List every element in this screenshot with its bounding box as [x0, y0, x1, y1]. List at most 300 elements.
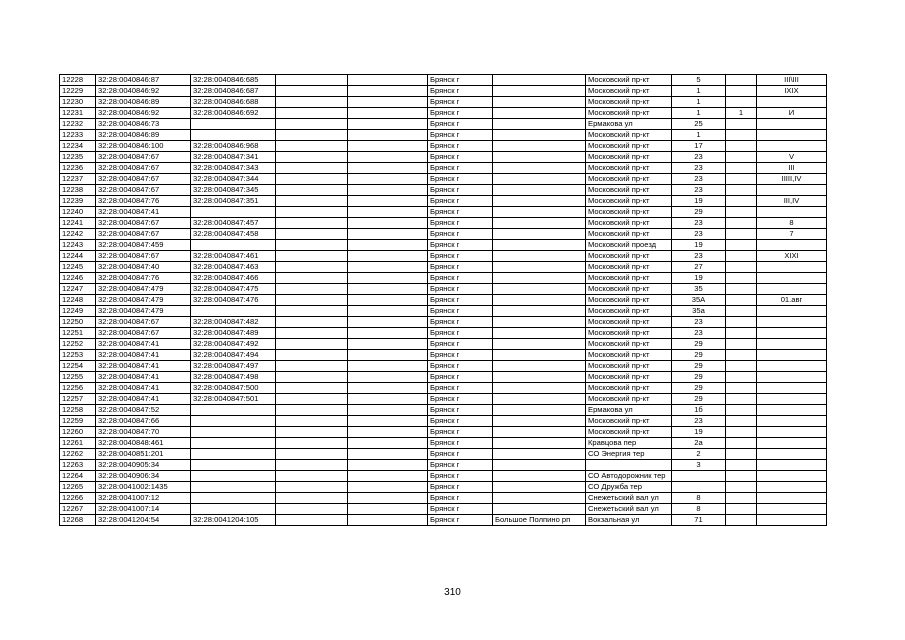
- city-cell: Брянск г: [428, 339, 493, 350]
- blank-cell: [276, 438, 348, 449]
- row-number: 12234: [60, 141, 96, 152]
- house-number-cell: 23: [672, 174, 726, 185]
- house-number-cell: 8: [672, 493, 726, 504]
- street-cell: Московский пр-кт: [586, 416, 672, 427]
- cadastral-number: 32:28:0040847:41: [96, 372, 191, 383]
- street-cell: [586, 460, 672, 471]
- corpus-cell: [726, 372, 757, 383]
- premises-cell: [757, 328, 827, 339]
- row-number: 12239: [60, 196, 96, 207]
- corpus-cell: [726, 427, 757, 438]
- house-number-cell: 23: [672, 416, 726, 427]
- settlement-cell: [493, 251, 586, 262]
- register-table: [59, 74, 827, 526]
- object-cadastral-number: [191, 482, 276, 493]
- row-number: 12237: [60, 174, 96, 185]
- table-row: [60, 405, 827, 416]
- blank-cell: [348, 152, 428, 163]
- blank-cell: [348, 350, 428, 361]
- blank-cell: [348, 394, 428, 405]
- corpus-cell: [726, 383, 757, 394]
- premises-cell: [757, 306, 827, 317]
- street-cell: Снежетьский вал ул: [586, 504, 672, 515]
- street-cell: Московский пр-кт: [586, 262, 672, 273]
- table-row: [60, 75, 827, 86]
- cadastral-number: 32:28:0040847:41: [96, 207, 191, 218]
- house-number-cell: 23: [672, 185, 726, 196]
- street-cell: Московский пр-кт: [586, 163, 672, 174]
- house-number-cell: 19: [672, 196, 726, 207]
- premises-cell: [757, 97, 827, 108]
- object-cadastral-number: [191, 416, 276, 427]
- corpus-cell: [726, 97, 757, 108]
- settlement-cell: [493, 262, 586, 273]
- street-cell: Московский пр-кт: [586, 328, 672, 339]
- row-number: 12265: [60, 482, 96, 493]
- city-cell: Брянск г: [428, 295, 493, 306]
- cadastral-number: 32:28:0041007:14: [96, 504, 191, 515]
- street-cell: СО Энергия тер: [586, 449, 672, 460]
- settlement-cell: [493, 339, 586, 350]
- street-cell: Московский пр-кт: [586, 218, 672, 229]
- table-row: [60, 372, 827, 383]
- blank-cell: [348, 493, 428, 504]
- city-cell: Брянск г: [428, 86, 493, 97]
- row-number: 12236: [60, 163, 96, 174]
- table-row: [60, 130, 827, 141]
- cadastral-number: 32:28:0040847:40: [96, 262, 191, 273]
- row-number: 12244: [60, 251, 96, 262]
- street-cell: СО Автодорожник тер: [586, 471, 672, 482]
- row-number: 12255: [60, 372, 96, 383]
- blank-cell: [276, 460, 348, 471]
- table-row: [60, 163, 827, 174]
- blank-cell: [348, 383, 428, 394]
- table-row: [60, 361, 827, 372]
- corpus-cell: [726, 130, 757, 141]
- premises-cell: [757, 262, 827, 273]
- table-row: [60, 218, 827, 229]
- table-row: [60, 416, 827, 427]
- blank-cell: [348, 339, 428, 350]
- settlement-cell: [493, 350, 586, 361]
- table-row: [60, 482, 827, 493]
- premises-cell: [757, 449, 827, 460]
- blank-cell: [276, 394, 348, 405]
- corpus-cell: [726, 75, 757, 86]
- city-cell: Брянск г: [428, 449, 493, 460]
- city-cell: Брянск г: [428, 504, 493, 515]
- blank-cell: [276, 262, 348, 273]
- cadastral-number: 32:28:0041007:12: [96, 493, 191, 504]
- table-row: [60, 350, 827, 361]
- city-cell: Брянск г: [428, 141, 493, 152]
- blank-cell: [348, 449, 428, 460]
- street-cell: Московский пр-кт: [586, 350, 672, 361]
- settlement-cell: [493, 218, 586, 229]
- premises-cell: [757, 273, 827, 284]
- table-row: [60, 504, 827, 515]
- corpus-cell: [726, 152, 757, 163]
- row-number: 12235: [60, 152, 96, 163]
- row-number: 12258: [60, 405, 96, 416]
- blank-cell: [348, 306, 428, 317]
- object-cadastral-number: 32:28:0040847:492: [191, 339, 276, 350]
- corpus-cell: [726, 174, 757, 185]
- premises-cell: [757, 361, 827, 372]
- corpus-cell: [726, 416, 757, 427]
- cadastral-number: 32:28:0041204:54: [96, 515, 191, 526]
- blank-cell: [276, 251, 348, 262]
- house-number-cell: [672, 471, 726, 482]
- street-cell: Московский пр-кт: [586, 130, 672, 141]
- row-number: 12229: [60, 86, 96, 97]
- house-number-cell: 29: [672, 350, 726, 361]
- street-cell: Кравцова пер: [586, 438, 672, 449]
- blank-cell: [348, 86, 428, 97]
- premises-cell: [757, 240, 827, 251]
- street-cell: Московский пр-кт: [586, 251, 672, 262]
- blank-cell: [348, 196, 428, 207]
- corpus-cell: [726, 262, 757, 273]
- settlement-cell: [493, 460, 586, 471]
- premises-cell: [757, 141, 827, 152]
- object-cadastral-number: [191, 306, 276, 317]
- object-cadastral-number: 32:28:0040847:351: [191, 196, 276, 207]
- premises-cell: [757, 438, 827, 449]
- premises-cell: [757, 493, 827, 504]
- cadastral-number: 32:28:0040847:66: [96, 416, 191, 427]
- settlement-cell: [493, 174, 586, 185]
- cadastral-number: 32:28:0040847:41: [96, 383, 191, 394]
- street-cell: Московский пр-кт: [586, 185, 672, 196]
- row-number: 12264: [60, 471, 96, 482]
- object-cadastral-number: [191, 207, 276, 218]
- premises-cell: III: [757, 163, 827, 174]
- object-cadastral-number: 32:28:0040847:501: [191, 394, 276, 405]
- corpus-cell: [726, 449, 757, 460]
- settlement-cell: [493, 141, 586, 152]
- blank-cell: [348, 251, 428, 262]
- city-cell: Брянск г: [428, 174, 493, 185]
- row-number: 12231: [60, 108, 96, 119]
- city-cell: Брянск г: [428, 427, 493, 438]
- cadastral-number: 32:28:0040847:76: [96, 196, 191, 207]
- settlement-cell: [493, 493, 586, 504]
- house-number-cell: 19: [672, 273, 726, 284]
- row-number: 12268: [60, 515, 96, 526]
- corpus-cell: [726, 339, 757, 350]
- street-cell: СО Дружба тер: [586, 482, 672, 493]
- object-cadastral-number: 32:28:0040846:688: [191, 97, 276, 108]
- blank-cell: [348, 163, 428, 174]
- object-cadastral-number: 32:28:0040847:500: [191, 383, 276, 394]
- city-cell: Брянск г: [428, 119, 493, 130]
- row-number: 12254: [60, 361, 96, 372]
- table-row: [60, 185, 827, 196]
- blank-cell: [348, 174, 428, 185]
- cadastral-number: 32:28:0040847:76: [96, 273, 191, 284]
- settlement-cell: [493, 317, 586, 328]
- blank-cell: [276, 416, 348, 427]
- street-cell: Московский пр-кт: [586, 75, 672, 86]
- cadastral-number: 32:28:0040846:89: [96, 97, 191, 108]
- premises-cell: [757, 350, 827, 361]
- blank-cell: [276, 152, 348, 163]
- row-number: 12251: [60, 328, 96, 339]
- object-cadastral-number: [191, 427, 276, 438]
- house-number-cell: 17: [672, 141, 726, 152]
- blank-cell: [276, 163, 348, 174]
- corpus-cell: [726, 438, 757, 449]
- corpus-cell: [726, 361, 757, 372]
- cadastral-number: 32:28:0040846:92: [96, 86, 191, 97]
- row-number: 12245: [60, 262, 96, 273]
- city-cell: Брянск г: [428, 372, 493, 383]
- blank-cell: [348, 97, 428, 108]
- row-number: 12233: [60, 130, 96, 141]
- table-row: [60, 317, 827, 328]
- settlement-cell: [493, 405, 586, 416]
- city-cell: Брянск г: [428, 515, 493, 526]
- street-cell: Вокзальная ул: [586, 515, 672, 526]
- row-number: 12228: [60, 75, 96, 86]
- city-cell: Брянск г: [428, 218, 493, 229]
- page-number: 310: [444, 587, 461, 598]
- city-cell: Брянск г: [428, 130, 493, 141]
- street-cell: Московский пр-кт: [586, 207, 672, 218]
- house-number-cell: 1: [672, 97, 726, 108]
- premises-cell: [757, 394, 827, 405]
- corpus-cell: [726, 229, 757, 240]
- street-cell: Московский пр-кт: [586, 361, 672, 372]
- street-cell: Московский проезд: [586, 240, 672, 251]
- settlement-cell: [493, 482, 586, 493]
- object-cadastral-number: 32:28:0040846:692: [191, 108, 276, 119]
- cadastral-number: 32:28:0040847:67: [96, 218, 191, 229]
- house-number-cell: 1: [672, 108, 726, 119]
- corpus-cell: [726, 493, 757, 504]
- object-cadastral-number: [191, 471, 276, 482]
- table-row: [60, 339, 827, 350]
- cadastral-number: 32:28:0040847:52: [96, 405, 191, 416]
- street-cell: Московский пр-кт: [586, 97, 672, 108]
- row-number: 12253: [60, 350, 96, 361]
- row-number: 12242: [60, 229, 96, 240]
- premises-cell: V: [757, 152, 827, 163]
- settlement-cell: [493, 152, 586, 163]
- table-row: [60, 383, 827, 394]
- row-number: 12266: [60, 493, 96, 504]
- blank-cell: [276, 449, 348, 460]
- premises-cell: [757, 405, 827, 416]
- row-number: 12232: [60, 119, 96, 130]
- cadastral-number: 32:28:0040851:201: [96, 449, 191, 460]
- object-cadastral-number: 32:28:0040846:687: [191, 86, 276, 97]
- table-row: [60, 86, 827, 97]
- city-cell: Брянск г: [428, 108, 493, 119]
- cadastral-number: 32:28:0040847:479: [96, 284, 191, 295]
- city-cell: Брянск г: [428, 493, 493, 504]
- row-number: 12262: [60, 449, 96, 460]
- blank-cell: [276, 339, 348, 350]
- blank-cell: [276, 405, 348, 416]
- premises-cell: [757, 284, 827, 295]
- blank-cell: [348, 284, 428, 295]
- object-cadastral-number: 32:28:0040847:497: [191, 361, 276, 372]
- premises-cell: 01.авг: [757, 295, 827, 306]
- corpus-cell: [726, 196, 757, 207]
- object-cadastral-number: 32:28:0040847:489: [191, 328, 276, 339]
- table-body: [60, 75, 827, 526]
- cadastral-number: 32:28:0040847:67: [96, 251, 191, 262]
- house-number-cell: 5: [672, 75, 726, 86]
- row-number: 12260: [60, 427, 96, 438]
- cadastral-number: 32:28:0040847:70: [96, 427, 191, 438]
- row-number: 12246: [60, 273, 96, 284]
- blank-cell: [276, 471, 348, 482]
- table-row: [60, 427, 827, 438]
- premises-cell: [757, 427, 827, 438]
- table-row: [60, 460, 827, 471]
- corpus-cell: [726, 284, 757, 295]
- street-cell: Московский пр-кт: [586, 196, 672, 207]
- object-cadastral-number: 32:28:0040847:466: [191, 273, 276, 284]
- blank-cell: [348, 108, 428, 119]
- table-row: [60, 328, 827, 339]
- city-cell: Брянск г: [428, 482, 493, 493]
- settlement-cell: [493, 504, 586, 515]
- premises-cell: [757, 119, 827, 130]
- city-cell: Брянск г: [428, 163, 493, 174]
- blank-cell: [276, 306, 348, 317]
- premises-cell: [757, 372, 827, 383]
- blank-cell: [348, 75, 428, 86]
- table-row: [60, 207, 827, 218]
- house-number-cell: 27: [672, 262, 726, 273]
- corpus-cell: [726, 251, 757, 262]
- blank-cell: [348, 372, 428, 383]
- blank-cell: [276, 317, 348, 328]
- blank-cell: [276, 273, 348, 284]
- object-cadastral-number: [191, 405, 276, 416]
- row-number: 12241: [60, 218, 96, 229]
- blank-cell: [276, 75, 348, 86]
- blank-cell: [348, 471, 428, 482]
- house-number-cell: 23: [672, 229, 726, 240]
- city-cell: Брянск г: [428, 284, 493, 295]
- city-cell: Брянск г: [428, 405, 493, 416]
- blank-cell: [348, 141, 428, 152]
- table-row: [60, 262, 827, 273]
- cadastral-number: 32:28:0040847:479: [96, 295, 191, 306]
- premises-cell: [757, 339, 827, 350]
- blank-cell: [276, 229, 348, 240]
- premises-cell: 7: [757, 229, 827, 240]
- premises-cell: [757, 317, 827, 328]
- premises-cell: [757, 482, 827, 493]
- corpus-cell: [726, 207, 757, 218]
- settlement-cell: [493, 229, 586, 240]
- corpus-cell: [726, 185, 757, 196]
- corpus-cell: [726, 119, 757, 130]
- premises-cell: IXIX: [757, 86, 827, 97]
- premises-cell: [757, 383, 827, 394]
- settlement-cell: [493, 372, 586, 383]
- row-number: 12240: [60, 207, 96, 218]
- blank-cell: [276, 196, 348, 207]
- blank-cell: [276, 207, 348, 218]
- table-row: [60, 438, 827, 449]
- object-cadastral-number: 32:28:0040847:494: [191, 350, 276, 361]
- street-cell: Московский пр-кт: [586, 86, 672, 97]
- city-cell: Брянск г: [428, 361, 493, 372]
- cadastral-number: 32:28:0040847:67: [96, 152, 191, 163]
- settlement-cell: [493, 383, 586, 394]
- corpus-cell: [726, 273, 757, 284]
- city-cell: Брянск г: [428, 438, 493, 449]
- settlement-cell: [493, 185, 586, 196]
- blank-cell: [276, 372, 348, 383]
- premises-cell: XIXI: [757, 251, 827, 262]
- settlement-cell: [493, 163, 586, 174]
- blank-cell: [276, 493, 348, 504]
- street-cell: Московский пр-кт: [586, 174, 672, 185]
- object-cadastral-number: 32:28:0040847:341: [191, 152, 276, 163]
- settlement-cell: [493, 119, 586, 130]
- blank-cell: [348, 416, 428, 427]
- street-cell: Московский пр-кт: [586, 141, 672, 152]
- blank-cell: [276, 218, 348, 229]
- object-cadastral-number: 32:28:0040847:482: [191, 317, 276, 328]
- table-row: [60, 471, 827, 482]
- house-number-cell: 71: [672, 515, 726, 526]
- settlement-cell: [493, 328, 586, 339]
- blank-cell: [276, 86, 348, 97]
- blank-cell: [276, 328, 348, 339]
- row-number: 12230: [60, 97, 96, 108]
- settlement-cell: [493, 361, 586, 372]
- object-cadastral-number: 32:28:0040847:461: [191, 251, 276, 262]
- corpus-cell: [726, 482, 757, 493]
- city-cell: Брянск г: [428, 229, 493, 240]
- premises-cell: [757, 416, 827, 427]
- settlement-cell: [493, 273, 586, 284]
- object-cadastral-number: 32:28:0040847:476: [191, 295, 276, 306]
- settlement-cell: [493, 196, 586, 207]
- street-cell: Московский пр-кт: [586, 295, 672, 306]
- table-row: [60, 240, 827, 251]
- cadastral-number: 32:28:0040846:87: [96, 75, 191, 86]
- house-number-cell: 23: [672, 317, 726, 328]
- cadastral-number: 32:28:0040847:67: [96, 174, 191, 185]
- house-number-cell: 29: [672, 339, 726, 350]
- row-number: 12249: [60, 306, 96, 317]
- table-row: [60, 119, 827, 130]
- premises-cell: III\III: [757, 75, 827, 86]
- blank-cell: [348, 207, 428, 218]
- city-cell: Брянск г: [428, 273, 493, 284]
- city-cell: Брянск г: [428, 394, 493, 405]
- blank-cell: [348, 273, 428, 284]
- table-row: [60, 108, 827, 119]
- blank-cell: [348, 515, 428, 526]
- city-cell: Брянск г: [428, 152, 493, 163]
- cadastral-number: 32:28:0040847:67: [96, 229, 191, 240]
- table-row: [60, 295, 827, 306]
- object-cadastral-number: 32:28:0040847:343: [191, 163, 276, 174]
- house-number-cell: 23: [672, 328, 726, 339]
